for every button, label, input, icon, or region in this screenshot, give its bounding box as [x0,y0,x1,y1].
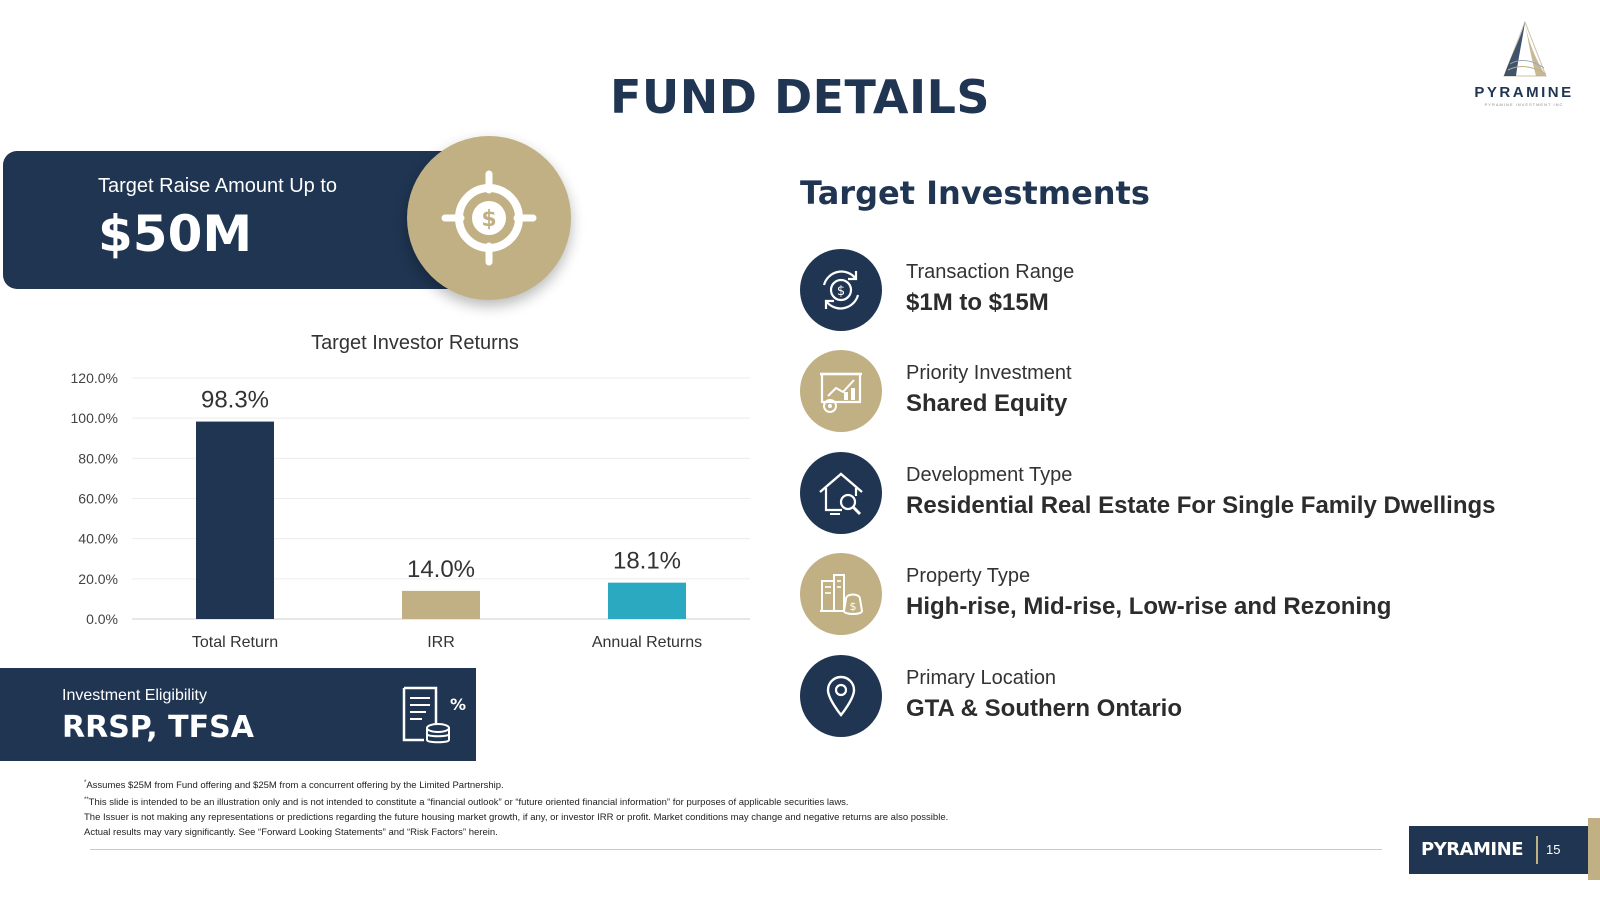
footer-accent-bar [1588,818,1600,880]
house-search-icon [816,468,866,518]
company-logo [1464,20,1584,110]
document-coins-percent-icon [398,684,467,746]
investment-item-value: High-rise, Mid-rise, Low-rise and Rezoning [906,593,1392,620]
investment-item-label: Property Type [906,565,1031,587]
footnote-line: *Assumes $25M from Fund offering and $25M from a concurrent offering by the Limited Partnership. [84,780,504,792]
investment-item-value: Shared Equity [906,390,1068,417]
footnote-line: **This slide is intended to be an illustration only and is not intended to constitute a “financial outlook” or “future oriented financial information” for purposes of applicable securities laws. [84,797,849,809]
investment-item-property-type [800,553,1590,635]
logo-wordmark: PYRAMINE [1474,84,1574,101]
eligibility-value: RRSP, TFSA [62,710,254,745]
y-tick-label: 40.0% [78,530,118,547]
data-label: 98.3% [200,386,270,414]
page-title: FUND DETAILS [609,70,991,124]
y-tick-label: 80.0% [78,450,118,467]
chart-title: Target Investor Returns [311,332,519,354]
investment-item-icon-circle [800,350,882,432]
investment-item-development-type [800,452,1590,534]
investment-item-transaction-range [800,249,1590,331]
footer-separator [1536,836,1538,864]
y-tick-label: 20.0% [78,570,118,587]
buildings-money-icon [816,569,866,619]
svg-text:$: $ [849,600,857,613]
footer-badge [1409,826,1589,874]
money-cycle-icon [816,265,866,315]
x-category-label: Annual Returns [591,634,703,651]
investment-item-label: Development Type [906,464,1073,486]
y-tick-label: 120.0% [70,370,118,386]
presentation-chart-icon [816,366,866,416]
footnote-line: The Issuer is not making any representations or predictions regarding the future housing market growth, if any, or investor IRR or profit. Market conditions may change and negative returns are also possible. [84,812,949,824]
footnote-marker: * [84,780,87,786]
investment-item-value: $1M to $15M [906,289,1049,316]
investment-item-value: Residential Real Estate For Single Family Dwellings [906,492,1496,519]
investment-eligibility-banner [0,668,476,761]
investment-item-icon-circle [800,452,882,534]
investment-item-icon-circle [800,655,882,737]
investment-item-label: Primary Location [906,667,1057,689]
y-tick-label: 60.0% [78,490,118,507]
investment-item-label: Transaction Range [906,261,1075,283]
target-raise-banner [3,151,473,289]
investment-item-value: GTA & Southern Ontario [906,695,1182,722]
target-investments-title: Target Investments [800,174,1150,212]
bar [608,583,686,619]
logo-subtitle: PYRAMINE INVESTMENT INC [1484,102,1564,107]
footnote-marker: ** [84,797,89,804]
dollar-target-icon [439,168,539,268]
x-category-label: Total Return [191,634,279,651]
y-tick-label: 0.0% [86,611,118,627]
y-tick-label: 100.0% [70,410,118,427]
data-label: 14.0% [406,555,476,583]
pyramid-logo-icon [1502,20,1548,80]
svg-text:$: $ [836,284,846,299]
investment-item-icon-circle [800,249,882,331]
data-label: 18.1% [612,547,682,575]
page-number: 15 [1546,842,1561,857]
svg-text:%: % [450,695,467,714]
footnote-line: Actual results may vary significantly. See “Forward Looking Statements” and “Risk Factors” herein. [84,827,498,839]
location-pin-icon [816,671,866,721]
footnotes [84,776,1384,840]
eligibility-label: Investment Eligibility [62,687,207,704]
footer-divider [90,849,1382,850]
target-raise-badge [407,136,571,300]
bar [196,422,274,619]
investment-item-label: Priority Investment [906,362,1072,384]
svg-text:$: $ [481,207,497,232]
bar [402,591,480,619]
target-raise-label: Target Raise Amount Up to [98,175,338,197]
investment-item-icon-circle [800,553,882,635]
investment-item-primary-location [800,655,1590,737]
x-category-label: IRR [427,634,455,651]
target-raise-value: $50M [98,205,253,263]
investment-item-priority-investment [800,350,1590,432]
footer-brand: PYRAMINE [1421,839,1523,860]
returns-bar-chart [60,360,760,660]
